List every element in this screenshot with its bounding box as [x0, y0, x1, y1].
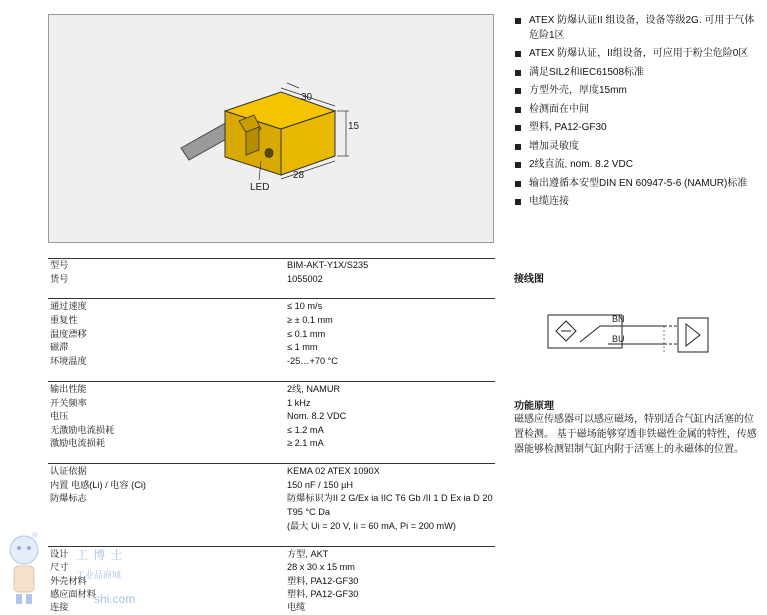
- spec-row: (最大 Ui = 20 V, Ii = 60 mA, Pi = 200 mW): [287, 521, 456, 531]
- feature-item: 输出遵循本安型DIN EN 60947-5-6 (NAMUR)标准: [514, 177, 759, 192]
- spec-row: 感应面材料 塑料, PA12-GF30: [50, 589, 359, 599]
- spec-row: 无激励电流损耗 ≤ 1.2 mA: [50, 425, 324, 435]
- spec-row: 开关频率 1 kHz: [50, 398, 311, 408]
- spec-row: 输出性能 2线, NAMUR: [50, 384, 341, 394]
- sensor-drawing: [49, 15, 495, 244]
- amplifier-box: [678, 318, 708, 352]
- spec-row: 货号 1055002: [50, 274, 323, 284]
- product-figure: [48, 14, 494, 243]
- spec-row: 尺寸 28 x 30 x 15 mm: [50, 562, 355, 572]
- bullet-icon: [515, 162, 521, 168]
- dim-height-label: 15: [348, 121, 360, 132]
- svg-text:®: ®: [32, 531, 38, 540]
- sensor-symbol-box: [548, 315, 622, 348]
- led-label: LED: [250, 182, 270, 193]
- wire-bu-label: BU: [612, 334, 625, 344]
- feature-item: 满足SIL2和IEC61508标准: [514, 66, 759, 81]
- bullet-icon: [515, 51, 521, 57]
- spec-row: 通过速度 ≤ 10 m/s: [50, 301, 323, 311]
- feature-item: ATEX 防爆认证II 组设备，设备等级2G. 可用于气体危险1区: [514, 14, 759, 43]
- spec-row: 认证依据 KEMA 02 ATEX 1090X: [50, 466, 380, 476]
- watermark-domain: shi.com: [94, 592, 136, 606]
- spec-row: 激励电流损耗 ≥ 2.1 mA: [50, 438, 324, 448]
- amplifier-icon: [686, 324, 700, 346]
- watermark-subtitle: 工业品商城: [76, 570, 122, 580]
- bullet-icon: [515, 199, 521, 205]
- spec-row: 外壳材料 塑料, PA12-GF30: [50, 576, 359, 586]
- spec-row: 设计 方型, AKT: [50, 549, 329, 559]
- mascot-logo-icon: [6, 528, 42, 608]
- wiring-title: 接线图: [514, 274, 544, 285]
- bullet-icon: [515, 125, 521, 131]
- spec-row: 防爆标志 防爆标识为II 2 G/Ex ia IIC T6 Gb /II 1 D Ex ia D 20: [50, 493, 493, 503]
- spec-row: 磁滞 ≤ 1 mm: [50, 342, 318, 352]
- spec-row: 重复性 ≥ ± 0.1 mm: [50, 315, 333, 325]
- dim-depth-label: 28: [293, 170, 305, 181]
- feature-item: 电缆连接: [514, 195, 759, 210]
- spec-row: 型号 BIM-AKT-Y1X/S235: [50, 260, 369, 270]
- feature-item: 检测面在中间: [514, 103, 759, 118]
- bullet-icon: [515, 18, 521, 24]
- dim-width-label: 30: [301, 92, 313, 103]
- bullet-icon: [515, 181, 521, 187]
- feature-item: 方型外壳，厚度15mm: [514, 84, 759, 99]
- bullet-icon: [515, 107, 521, 113]
- spec-row: 环境温度 -25…+70 °C: [50, 356, 338, 366]
- spec-row: 温度漂移 ≤ 0.1 mm: [50, 329, 326, 339]
- spec-row: 电压 Nom. 8.2 VDC: [50, 411, 347, 421]
- spec-row: T95 °C Da: [287, 507, 330, 517]
- feature-item: ATEX 防爆认证，II组设备，可应用于粉尘危险0区: [514, 47, 759, 62]
- feature-list: [514, 14, 759, 214]
- function-text: 磁感应传感器可以感应磁场，特别适合气缸内活塞的位置检测。 基于磁场能够穿透非铁磁性金属的特性，传感器能够检测铝制气缸内附于活塞上的永磁体的位置。: [514, 414, 757, 455]
- spec-row: 内置 电感(Li) / 电容 (Ci) 150 nF / 150 µH: [50, 480, 354, 490]
- bullet-icon: [515, 70, 521, 76]
- watermark-brand: 工 博 士: [76, 548, 124, 562]
- wire-bn-label: BN: [612, 314, 625, 324]
- bullet-icon: [515, 144, 521, 150]
- feature-item: 塑料, PA12-GF30: [514, 121, 759, 136]
- feature-item: 2线直流, nom. 8.2 VDC: [514, 158, 759, 173]
- feature-item: 增加灵敏度: [514, 140, 759, 155]
- function-title: 功能原理: [514, 401, 554, 412]
- bullet-icon: [515, 88, 521, 94]
- watermark: [6, 522, 156, 612]
- led-hole: [265, 149, 273, 158]
- wiring-diagram: [514, 300, 714, 362]
- spec-row: 连接 电缆: [50, 602, 306, 612]
